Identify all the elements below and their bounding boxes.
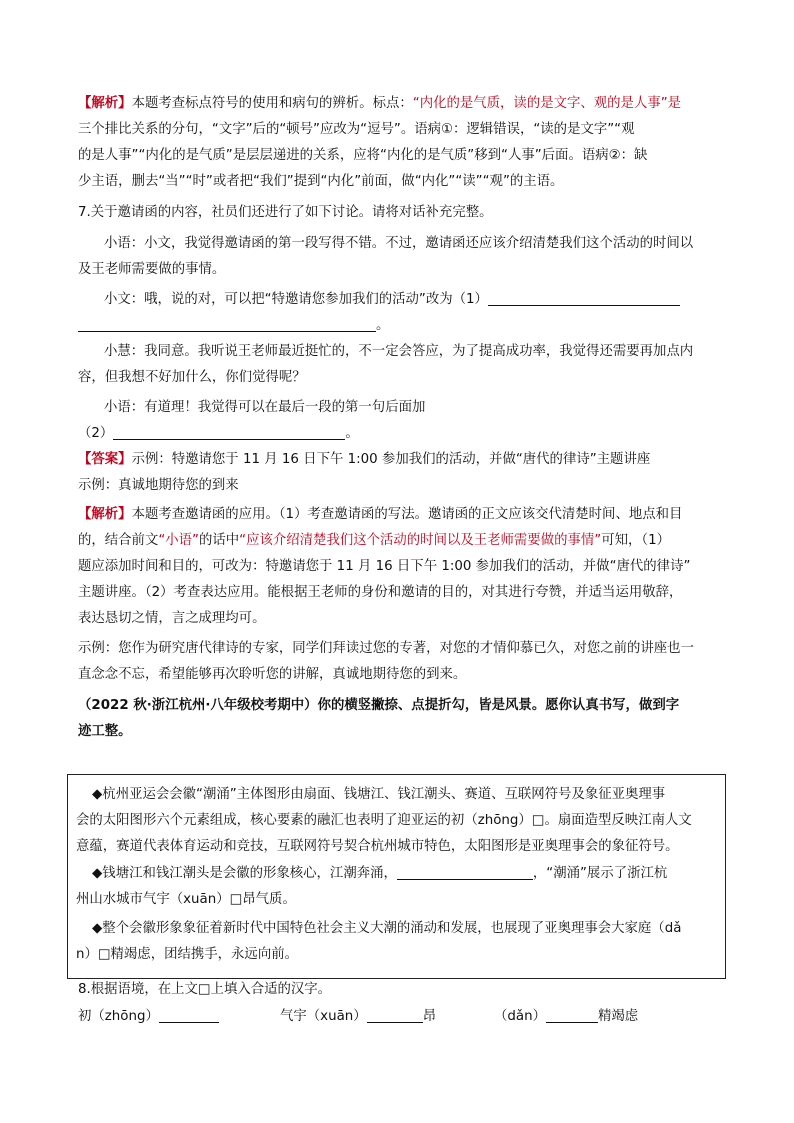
analysis-line: 的是人事”“内化的是气质”是层层递进的关系，应将“内化的是气质”移到“人事”后面。语病②：缺 xyxy=(78,148,648,163)
analysis-line: 表达恳切之情，言之成理均可。 xyxy=(78,611,266,626)
passage-line: ◆整个会徽形象象征着新时代中国特色社会主义大潮的涌动和发展，也展现了亚奥理事会大家庭（dǎ xyxy=(92,921,682,936)
answer-blank-2[interactable] xyxy=(113,423,345,440)
passage-line: 意蕴，赛道代表体育运动和竞技，互联网符号契合杭州城市特色，太阳图形是亚奥理事会的象征符号。 xyxy=(76,839,679,854)
dialogue-line xyxy=(78,421,359,447)
passage-line: 州山水城市气宇（xuān）□昂气质。 xyxy=(76,892,296,907)
answer-tag: 【答案】 xyxy=(78,452,132,467)
answer-line xyxy=(78,447,650,473)
answer-blank-1-cont[interactable] xyxy=(78,315,376,332)
analysis-line: 少主语，删去“当”“时”或者把“我们”提到“内化”前面，做“内化”“读”“观”的主语。 xyxy=(78,174,564,189)
passage-line: 会的太阳图形六个元素组成，核心要素的融汇也表明了迎亚运的初（zhōng）□。扇面造型反映江南人文 xyxy=(76,813,692,828)
fill-item-2 xyxy=(280,1004,436,1030)
analysis-quote: “小语” xyxy=(158,533,199,548)
dialogue-line: 小语：小文，我觉得邀请函的第一段写得不错。不过，邀请函还应该介绍清楚我们这个活动的时间以 xyxy=(104,236,694,251)
analysis-line xyxy=(78,91,681,117)
analysis-line xyxy=(78,528,670,554)
dialogue-end: 。 xyxy=(376,318,390,333)
dialogue-line xyxy=(78,313,389,339)
section-intro: （2022 秋·浙江杭州·八年级校考期中）你的横竖撇捺、点提折勾，皆是风景。愿你认真书写，做到字 xyxy=(78,698,680,713)
answer-text: 示例：特邀请您于 11 月 16 日下午 1:00 参加我们的活动，并做“唐代的律诗”主题讲座 xyxy=(131,452,651,467)
passage-text: ，“潮涌”展示了浙江杭 xyxy=(532,866,668,881)
analysis-line: 题应添加时间和目的，可改为：特邀请您于 11 月 16 日下午 1:00 参加我们的活动，并做“唐代的律诗” xyxy=(78,559,691,574)
analysis-tag: 【解析】 xyxy=(78,507,132,522)
dialogue-line: 小慧：我同意。我听说王老师最近挺忙的，不一定会答应，为了提高成功率，我觉得还需要再加点内 xyxy=(104,344,694,359)
fill-blank-2[interactable] xyxy=(367,1006,423,1023)
dialogue-line: 及王老师需要做的事情。 xyxy=(78,262,226,277)
answer-blank-1[interactable] xyxy=(488,289,680,306)
fill-item-1 xyxy=(78,1004,219,1030)
question-8-stem: 8.根据语境，在上文□上填入合适的汉字。 xyxy=(78,982,332,997)
fill-blank-3[interactable] xyxy=(546,1006,598,1023)
blank-label: （2） xyxy=(78,426,114,441)
analysis-quote: “内化的是气质，读的是文字、观的是人事”是 xyxy=(412,96,682,111)
analysis-text: 的，结合前文 xyxy=(78,533,159,548)
dialogue-end: 。 xyxy=(345,426,359,441)
analysis-line: 三个排比关系的分句，“文字”后的“顿号”应改为“逗号”。语病①：逻辑错误，“读的是文字”“观 xyxy=(78,122,635,137)
section-intro: 迹工整。 xyxy=(78,724,132,739)
passage-line: n）□精竭虑，团结携手，永远向前。 xyxy=(76,947,298,962)
fill-label: 初（zhōng） xyxy=(78,1009,159,1024)
fill-label: 精竭虑 xyxy=(597,1009,639,1024)
fill-blank-1[interactable] xyxy=(159,1006,219,1023)
fill-label: 昂 xyxy=(422,1009,437,1024)
analysis-tag: 【解析】 xyxy=(78,96,132,111)
analysis-text: 本题考查邀请函的应用。（1）考查邀请函的写法。邀请函的正文应该交代清楚时间、地点和目 xyxy=(131,507,683,522)
question-7-stem: 7.关于邀请函的内容，社员们还进行了如下讨论。请将对话补充完整。 xyxy=(78,205,493,220)
analysis-line xyxy=(78,502,682,528)
dialogue-line: 小语：有道理！我觉得可以在最后一段的第一句后面加 xyxy=(104,400,426,415)
analysis-line: 示例：您作为研究唐代律诗的专家，同学们拜读过您的专著，对您的才情仰慕已久，对您之前的讲座也一 xyxy=(78,641,694,656)
dialogue-line xyxy=(104,287,680,313)
analysis-line: 直念念不忘，希望能够再次聆听您的讲解，真诚地期待您的到来。 xyxy=(78,667,467,682)
dialogue-text: 小文：哦，说的对，可以把“特邀请您参加我们的活动”改为（1） xyxy=(104,292,488,307)
passage-line xyxy=(92,861,667,887)
analysis-line: 主题讲座。（2）考查表达应用。能根据王老师的身份和邀请的目的，对其进行夸赞，并适当运用敬辞， xyxy=(78,585,683,600)
analysis-text: 可知，（1） xyxy=(601,533,670,548)
passage-blank[interactable] xyxy=(397,863,533,880)
analysis-text: 的话中 xyxy=(199,533,240,548)
analysis-text: 本题考查标点符号的使用和病句的辨析。标点： xyxy=(131,96,413,111)
answer-line: 示例：真诚地期待您的到来 xyxy=(78,478,239,493)
passage-line: ◆杭州亚运会会徽“潮涌”主体图形由扇面、钱塘江、钱江潮头、赛道、互联网符号及象征亚奥理事 xyxy=(92,787,666,802)
fill-label: （dǎn） xyxy=(494,1009,546,1024)
dialogue-line: 容，但我想不好加什么，你们觉得呢？ xyxy=(78,370,306,385)
fill-item-3 xyxy=(494,1004,638,1030)
fill-label: 气宇（xuān） xyxy=(280,1009,367,1024)
passage-text: ◆钱塘江和钱江潮头是会徽的形象核心，江潮奔涌， xyxy=(92,866,397,881)
analysis-quote: “应该介绍清楚我们这个活动的时间以及王老师需要做的事情” xyxy=(239,533,602,548)
